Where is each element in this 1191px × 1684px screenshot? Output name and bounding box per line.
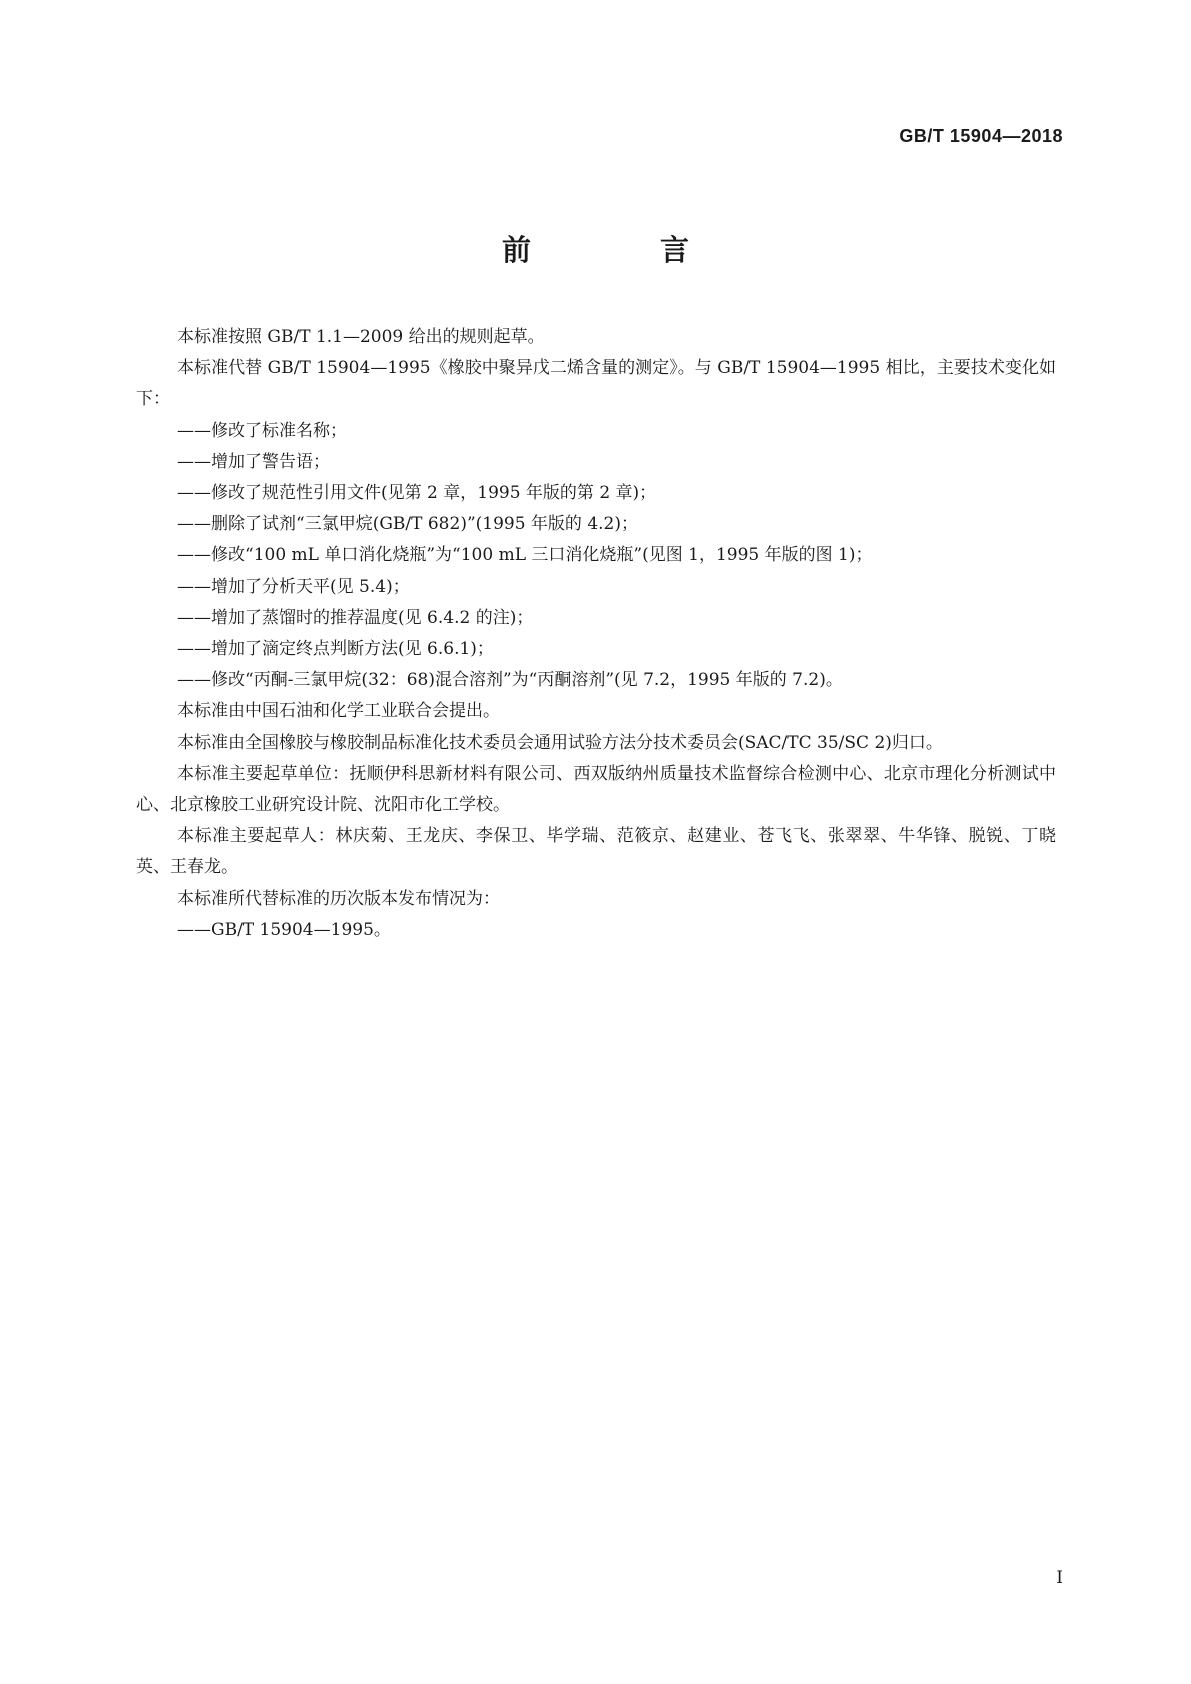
list-item: ——修改了规范性引用文件(见第 2 章，1995 年版的第 2 章)；: [177, 483, 657, 504]
page-title: 前 言: [501, 233, 739, 267]
paragraph-proposer: 本标准由中国石油和化学工业联合会提出。: [177, 701, 500, 722]
standard-code: GB/T 15904—2018: [899, 126, 1063, 146]
list-item: ——修改“丙酮-三氯甲烷(32：68)混合溶剂”为“丙酮溶剂”(见 7.2，1995 年版的 7.2)。: [177, 670, 843, 691]
list-item: ——增加了蒸馏时的推荐温度(见 6.4.2 的注)；: [177, 607, 534, 628]
paragraph-technical-committee: 本标准由全国橡胶与橡胶制品标准化技术委员会通用试验方法分技术委员会(SAC/TC 35/SC 2)归口。: [177, 732, 943, 753]
document-body: [136, 322, 1056, 946]
list-item: ——增加了警告语；: [177, 451, 330, 472]
list-item: ——删除了试剂“三氯甲烷(GB/T 682)”(1995 年版的 4.2)；: [177, 514, 639, 535]
list-item: ——增加了分析天平(见 5.4)；: [177, 576, 410, 597]
list-item: ——增加了滴定终点判断方法(见 6.6.1)；: [177, 639, 494, 660]
history-item: ——GB/T 15904—1995。: [177, 919, 391, 940]
list-item: ——修改“100 mL 单口消化烧瓶”为“100 mL 三口消化烧瓶”(见图 1，1995 年版的图 1)；: [177, 545, 873, 566]
page-number: I: [1056, 1568, 1063, 1588]
paragraph-drafters: 本标准主要起草人：林庆菊、王龙庆、李保卫、毕学瑞、范筱京、赵建业、苍飞飞、张翠翠、牛华锋、脱锐、丁晓英、王春龙。: [136, 826, 1056, 878]
list-item: ——修改了标准名称；: [177, 420, 347, 441]
paragraph-drafting-rules: 本标准按照 GB/T 1.1—2009 给出的规则起草。: [177, 327, 545, 347]
paragraph-replacement: 本标准代替 GB/T 15904—1995《橡胶中聚异戊二烯含量的测定》。与 GB/T 15904—1995 相比，主要技术变化如下：: [136, 358, 1056, 410]
paragraph-drafting-units: 本标准主要起草单位：抚顺伊科思新材料有限公司、西双版纳州质量技术监督综合检测中心、北京市理化分析测试中心、北京橡胶工业研究设计院、沈阳市化工学校。: [136, 763, 1056, 816]
paragraph-history-intro: 本标准所代替标准的历次版本发布情况为：: [177, 888, 500, 909]
